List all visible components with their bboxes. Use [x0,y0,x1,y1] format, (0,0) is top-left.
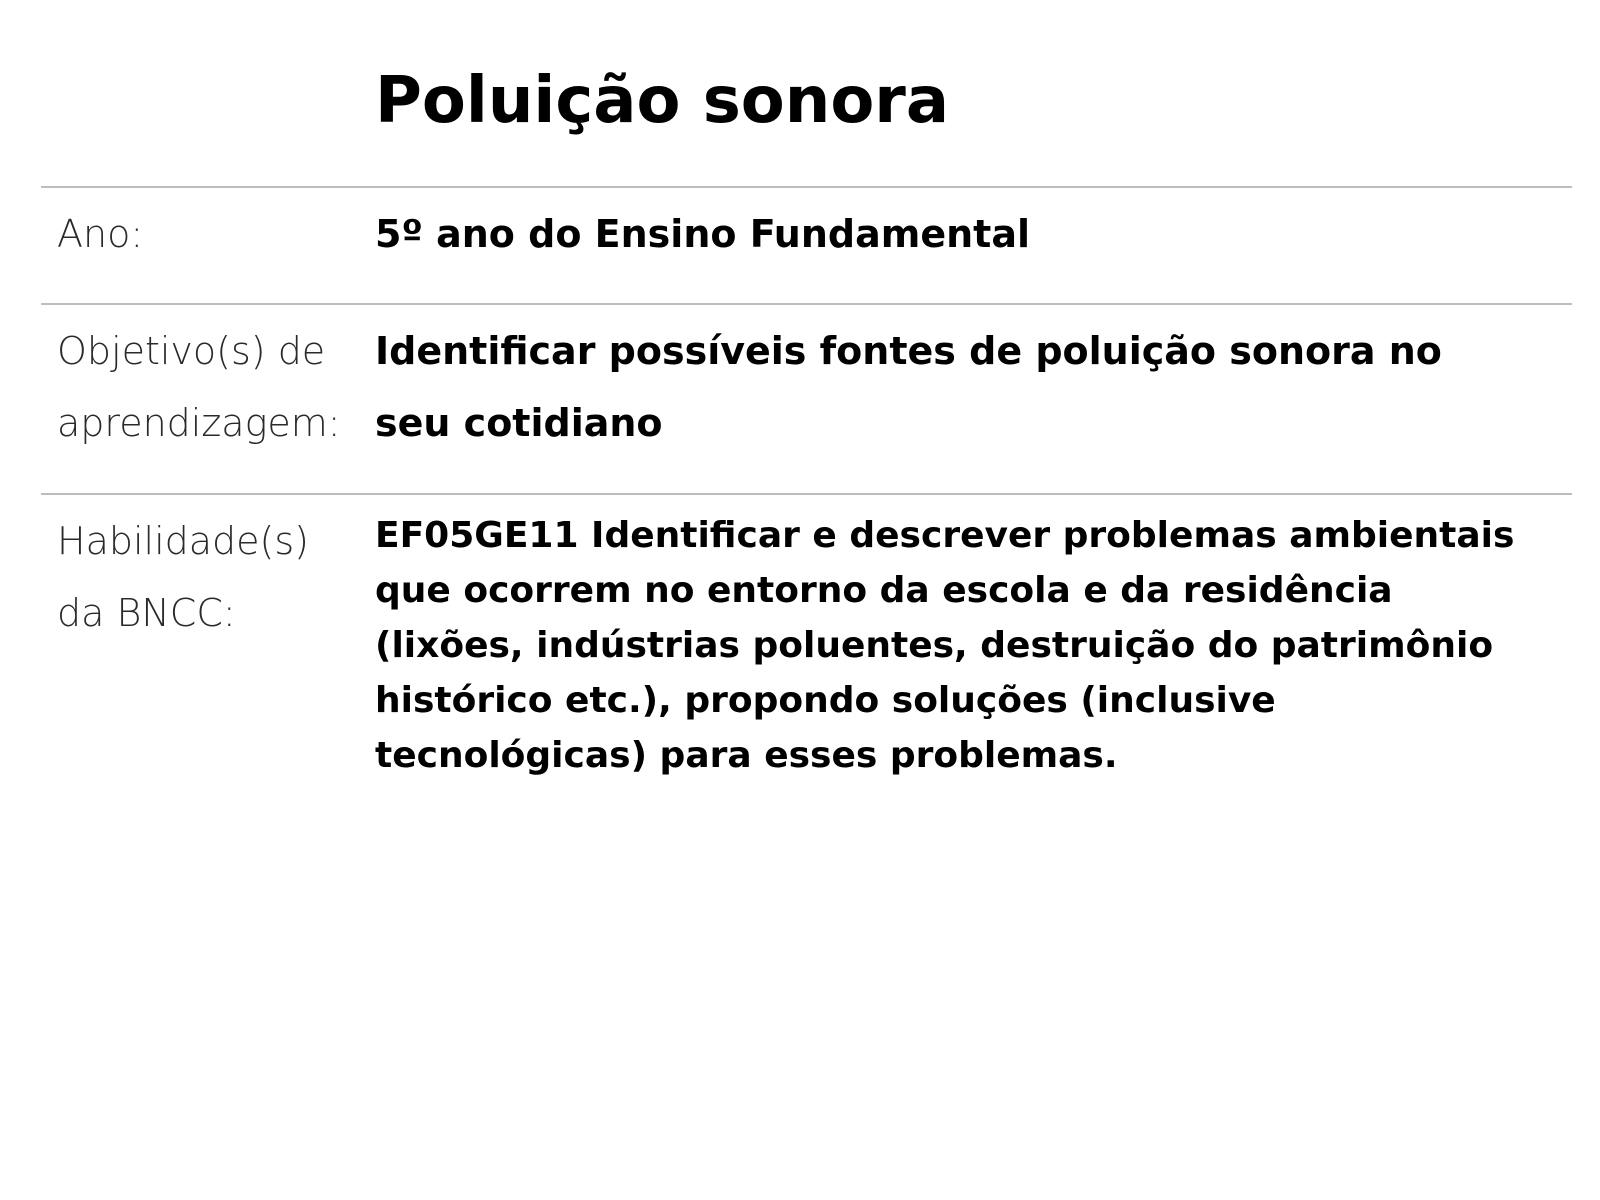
divider-objetivos [41,493,1572,495]
row-value-ano: 5º ano do Ensino Fundamental [375,212,1030,256]
row-label-habilidades: Habilidade(s) da BNCC: [57,519,310,635]
divider-ano [41,303,1572,305]
page-title: Poluição sonora [375,64,950,138]
row-label-ano: Ano: [57,212,144,256]
row-value-objetivos: Identificar possíveis fontes de poluição sonora no seu cotidiano [375,329,1442,445]
divider-top [41,186,1572,188]
row-label-objetivos: Objetivo(s) de aprendizagem: [57,329,341,445]
row-value-habilidades: EF05GE11 Identificar e descrever problemas ambientais que ocorrem no entorno da escola e da residência (lixões, indústrias poluentes, destruição do patrimônio histórico etc.), propondo soluções (inclusive tecnológicas) para esses problemas. [375,515,1515,776]
